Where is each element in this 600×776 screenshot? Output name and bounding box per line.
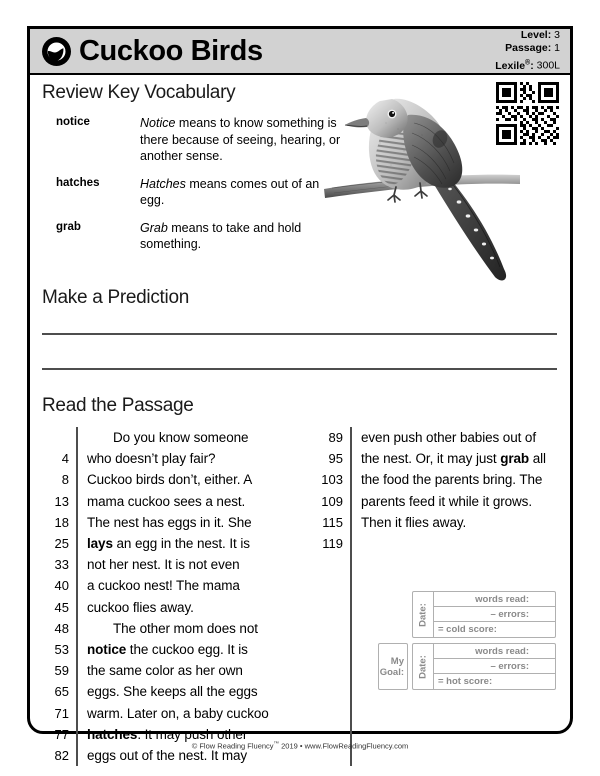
word-count-number: 8: [61, 472, 69, 488]
word-count-number: 59: [54, 663, 69, 679]
vocabulary-term: hatches: [56, 176, 100, 189]
cold-date-cell[interactable]: [413, 592, 434, 637]
cold-score-rows: [434, 592, 555, 637]
footer-site-text: 2019 • www.FlowReadingFluency.com: [279, 741, 409, 751]
passage-bold-word: hatches: [87, 726, 138, 742]
passage-line: [87, 575, 269, 596]
vocabulary-definition-text: means to take and hold something.: [140, 220, 302, 251]
word-count-number: 48: [54, 620, 69, 636]
passage-text: who doesn’t play fair?: [87, 451, 216, 467]
passage-text-left: [76, 427, 269, 766]
passage-bold-word: notice: [87, 642, 127, 658]
my-goal-label-line2: Goal:: [379, 666, 404, 678]
word-count-number: 65: [54, 684, 69, 700]
cold-score-table[interactable]: [412, 591, 556, 638]
passage-text: The nest has eggs in it. She: [87, 514, 252, 530]
hot-date-label: Date:: [417, 654, 429, 679]
prediction-section: [30, 287, 570, 395]
passage-text: cuckoo flies away.: [87, 599, 194, 615]
passage-line: [87, 469, 269, 490]
passage-line: [87, 703, 269, 724]
passage-line: [87, 427, 269, 448]
word-count-numbers-left: [42, 427, 76, 766]
cold-errors-row[interactable]: – errors:: [434, 607, 555, 622]
passage-line: [87, 491, 269, 512]
word-count-number: 95: [328, 451, 343, 467]
hot-date-cell[interactable]: [413, 644, 434, 689]
word-count-numbers-right: [316, 427, 350, 766]
vocabulary-term: notice: [56, 116, 90, 128]
prediction-heading: Make a Prediction: [42, 287, 189, 308]
vocabulary-entry: [42, 176, 570, 209]
passage-meta: [495, 29, 560, 73]
vocabulary-definition: [140, 115, 345, 165]
meta-lexile-value: 300L: [536, 59, 560, 72]
word-count-number: 89: [328, 430, 343, 445]
passage-bold-word: lays: [87, 536, 113, 552]
passage-line: [87, 639, 269, 660]
passage-text: warm. Later on, a baby cuckoo: [87, 705, 269, 721]
paragraph-indent: [87, 618, 113, 639]
passage-text: the nest. Or, it may just: [361, 451, 501, 467]
word-count-number: 18: [54, 514, 69, 530]
passage-heading: Read the Passage: [42, 395, 194, 416]
prediction-write-line-1[interactable]: [42, 333, 557, 335]
passage-line: [361, 533, 546, 554]
passage-line: [87, 618, 269, 639]
vocabulary-entry: [42, 115, 570, 165]
vocabulary-heading: Review Key Vocabulary: [42, 82, 236, 103]
hot-score-rows: [434, 644, 555, 689]
prediction-write-line-2[interactable]: [42, 368, 557, 370]
passage-section: [30, 395, 570, 766]
passage-text: parents feed it while it grows.: [361, 493, 532, 509]
paragraph-indent: [87, 427, 113, 448]
passage-text: not her nest. It is not even: [87, 557, 240, 573]
passage-text: the same color as her own: [87, 663, 243, 679]
word-count-number: 25: [54, 536, 69, 552]
passage-text: Then it flies away.: [361, 514, 467, 530]
meta-passage-value: 1: [554, 42, 560, 55]
passage-text: Do you know someone: [113, 430, 249, 445]
my-goal-label-line1: My: [390, 655, 404, 667]
vocabulary-definition: [140, 220, 345, 253]
passage-text: Cuckoo birds don’t, either. A: [87, 472, 253, 488]
cold-date-label: Date:: [417, 602, 429, 627]
passage-line: [87, 597, 269, 618]
passage-line: [361, 491, 546, 512]
passage-text: a cuckoo nest! The mama: [87, 578, 240, 594]
vocabulary-term: grab: [56, 220, 81, 233]
goal-spacer: [378, 591, 412, 638]
trademark-mark: ™: [273, 741, 280, 747]
vocabulary-definition-text: means to know something is there because of seeing, hearing, or another sense.: [140, 116, 341, 163]
passage-column-left: [42, 427, 310, 766]
passage-text: mama cuckoo sees a nest.: [87, 493, 246, 509]
word-count-number: 71: [54, 705, 69, 721]
page-title: Cuckoo Birds: [79, 34, 263, 67]
word-count-number: 109: [321, 493, 343, 509]
passage-text: all: [529, 451, 546, 467]
vocabulary-section: [30, 75, 570, 287]
passage-text: eggs. She keeps all the eggs: [87, 684, 258, 700]
passage-line: [87, 512, 269, 533]
passage-line: [361, 469, 546, 490]
passage-text: the cuckoo egg. It is: [126, 642, 248, 658]
footer-copyright: [0, 741, 600, 751]
word-count-number: 119: [322, 536, 343, 552]
passage-line: [361, 427, 546, 448]
vocabulary-definition: [140, 176, 345, 209]
passage-line: [361, 448, 546, 469]
qr-code-icon[interactable]: [496, 82, 559, 145]
meta-passage: [495, 42, 560, 56]
hot-errors-row[interactable]: – errors:: [434, 659, 555, 674]
passage-line: [361, 512, 546, 533]
page-header: [30, 29, 570, 75]
passage-line: [87, 554, 269, 575]
meta-level-key: Level:: [520, 28, 552, 41]
footer-copyright-text: © Flow Reading Fluency: [191, 741, 274, 751]
passage-text: an egg in the nest. It is: [112, 536, 250, 552]
passage-text: . It may push other: [137, 726, 248, 742]
meta-lexile-key: Lexile®:: [495, 59, 534, 72]
hot-score-row[interactable]: = hot score:: [438, 676, 493, 687]
flow-circle-logo-icon: [41, 36, 72, 67]
cold-words-read-row[interactable]: words read:: [434, 592, 555, 607]
meta-passage-key: Passage:: [505, 42, 552, 55]
word-count-number: 77: [54, 726, 69, 742]
word-count-number: 53: [54, 642, 69, 658]
word-count-number: 103: [321, 472, 343, 488]
word-count-number: 45: [54, 599, 69, 615]
cold-score-group: [378, 591, 556, 638]
vocabulary-list: [42, 115, 570, 253]
registered-mark: ®: [525, 59, 531, 67]
meta-level-value: 3: [554, 28, 560, 41]
passage-text: eggs out of the nest. It may: [87, 748, 248, 764]
word-count-number: 115: [322, 514, 343, 530]
my-goal-box[interactable]: [378, 643, 408, 690]
passage-line: [87, 681, 269, 702]
passage-text: the food the parents bring. The: [361, 472, 543, 488]
passage-line: [87, 533, 269, 554]
cold-score-row[interactable]: = cold score:: [438, 624, 497, 635]
score-tracking-area: [378, 591, 556, 695]
passage-bold-word: grab: [500, 451, 530, 467]
passage-line: [87, 448, 269, 469]
word-count-number: [42, 427, 69, 448]
meta-lexile: [495, 56, 560, 73]
passage-text: The other mom does not: [113, 620, 258, 636]
vocabulary-definition-term: Grab: [140, 220, 168, 235]
hot-score-group: [378, 643, 556, 690]
word-count-number: 82: [54, 748, 69, 764]
hot-score-table[interactable]: [412, 643, 556, 690]
word-count-number: 4: [61, 451, 69, 467]
vocabulary-definition-text: means comes out of an egg.: [140, 176, 320, 207]
hot-words-read-row[interactable]: words read:: [434, 644, 555, 659]
passage-text: even push other babies out of: [361, 430, 536, 445]
vocabulary-definition-term: Hatches: [140, 176, 186, 191]
word-count-number: 33: [54, 557, 69, 573]
vocabulary-definition-term: Notice: [140, 116, 176, 130]
vocabulary-entry: [42, 220, 570, 253]
passage-line: [87, 660, 269, 681]
word-count-number: 40: [54, 578, 69, 594]
meta-level: [495, 29, 560, 43]
word-count-number: 13: [54, 493, 69, 509]
